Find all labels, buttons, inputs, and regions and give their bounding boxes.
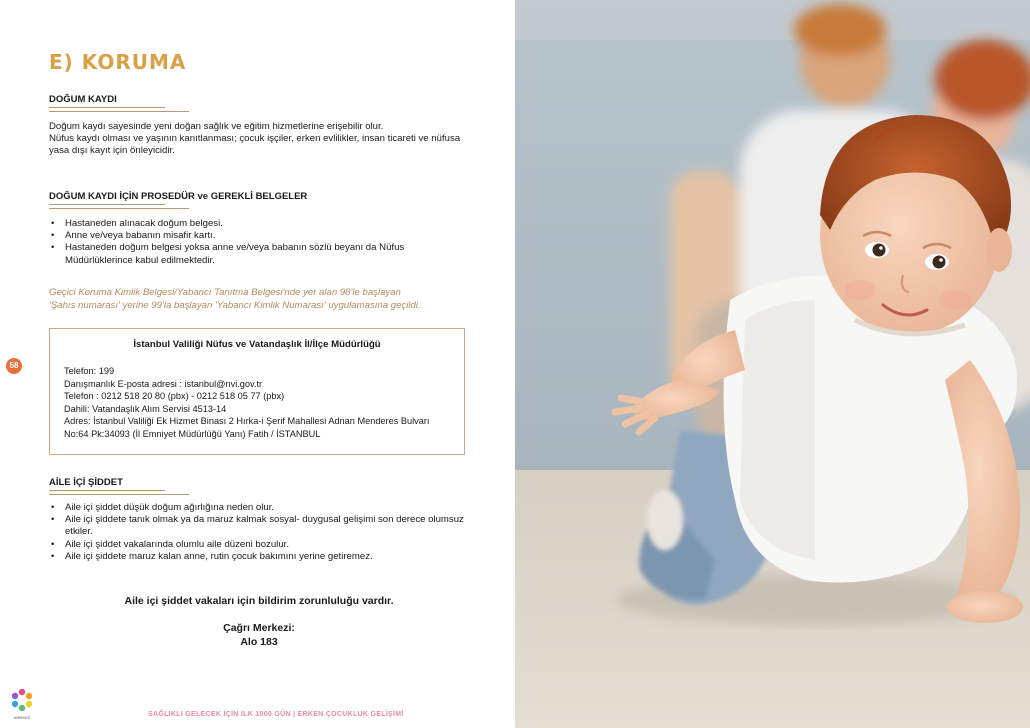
list-item: • Aile içi şiddet vakalarında olumlu aile düzeni bozulur. bbox=[49, 539, 479, 551]
section-heading-birth-registration: DOĞUM KAYDI bbox=[49, 94, 117, 105]
note-line: 'Şahıs numarası' yerine 99'la başlayan 'Yabancı Kimlik Numarası' uygulamasına geçildi. bbox=[49, 300, 421, 311]
list-item: • Aile içi şiddete tanık olmak ya da maruz kalmak sosyal- duygusal gelişimi son derece olumsuz bbox=[49, 514, 479, 526]
heading-underline bbox=[49, 208, 189, 209]
paragraph-line: Doğum kaydı sayesinde yeni doğan sağlık ve eğitim hizmetlerine erişebilir olur. bbox=[49, 121, 384, 132]
photo-illustration bbox=[515, 0, 1030, 728]
page-number-badge: 58 bbox=[6, 358, 22, 374]
baby-photo bbox=[515, 0, 1030, 728]
section-heading-procedure: DOĞUM KAYDI İÇİN PROSEDÜR ve GEREKLİ BELGELER bbox=[49, 191, 308, 202]
birth-registration-text bbox=[49, 121, 479, 158]
heading-underline bbox=[49, 490, 165, 491]
footer-text: SAĞLIKLI GELECEK İÇİN İLK 1000 GÜN | ERKEN ÇOCUKLUK GELİŞİMİ bbox=[148, 711, 404, 718]
heading-underline bbox=[49, 111, 189, 112]
list-item: • Aile içi şiddete maruz kalan anne, rutin çocuk bakımını yerine getiremez. bbox=[49, 551, 479, 563]
page-title: E) KORUMA bbox=[49, 50, 187, 74]
heading-underline bbox=[49, 204, 165, 205]
contact-line: Adres: İstanbul Valiliği Ek Hizmet Binası 2 Hırka-i Şerif Mahallesi Adnan Menderes Bulvarı bbox=[64, 416, 430, 426]
list-item: • Aile içi şiddet düşük doğum ağırlığına neden olur. bbox=[49, 502, 479, 514]
logo-text: NİRENGİ bbox=[13, 715, 31, 720]
heading-underline bbox=[49, 494, 189, 495]
call-center-label: Çağrı Merkezi: bbox=[223, 622, 295, 634]
section-heading-domestic-violence: AİLE İÇİ ŞİDDET bbox=[49, 477, 123, 488]
contact-line: Telefon : 0212 518 20 80 (pbx) - 0212 518 05 77 (pbx) bbox=[64, 391, 285, 401]
list-item: • Hastaneden alınacak doğum belgesi. bbox=[49, 218, 479, 230]
contact-line: Telefon: 199 bbox=[64, 366, 115, 376]
nirengi-logo bbox=[6, 686, 38, 722]
contact-box-title: İstanbul Valiliği Nüfus ve Vatandaşlık İl/İlçe Müdürlüğü bbox=[133, 339, 381, 350]
contact-line: Danışmanlık E-posta adresi : istanbul@nvi.gov.tr bbox=[64, 378, 263, 389]
domestic-violence-list bbox=[49, 502, 479, 563]
contact-info-box bbox=[49, 328, 465, 455]
note-line: Geçici Koruma Kimlik Belgesi/Yabancı Tanıtma Belgesi'nde yer alan 98'le başlayan bbox=[49, 287, 401, 298]
paragraph-line: yasa dışı kayıt için önleyicidir. bbox=[49, 145, 175, 157]
list-item: • Anne ve/veya babanın misafir kartı. bbox=[49, 230, 479, 242]
contact-line: No:64 Pk:34093 (İl Emniyet Müdürlüğü Yanı) Fatih / İSTANBUL bbox=[64, 428, 321, 439]
contact-line: Dahili: Vatandaşlık Alım Servisi 4513-14 bbox=[64, 403, 227, 414]
list-item: • Hastaneden doğum belgesi yoksa anne ve/veya babanın sözlü beyanı da Nüfus bbox=[49, 242, 479, 254]
list-item: etkiler. bbox=[65, 526, 93, 538]
procedure-list bbox=[49, 218, 479, 267]
heading-underline bbox=[49, 107, 165, 108]
reporting-notice: Aile içi şiddet vakaları için bildirim zorunluluğu vardır. bbox=[124, 595, 394, 607]
info-note bbox=[49, 286, 479, 312]
list-item: Müdürlüklerince kabul edilmektedir. bbox=[65, 254, 215, 266]
paragraph-line: Nüfus kaydı olması ve yaşının kanıtlanması; çocuk işçiler, erken evlilikler, insan ticareti ve nüfusa bbox=[49, 133, 461, 145]
contact-details bbox=[64, 365, 459, 440]
call-center-number: Alo 183 bbox=[240, 636, 278, 648]
